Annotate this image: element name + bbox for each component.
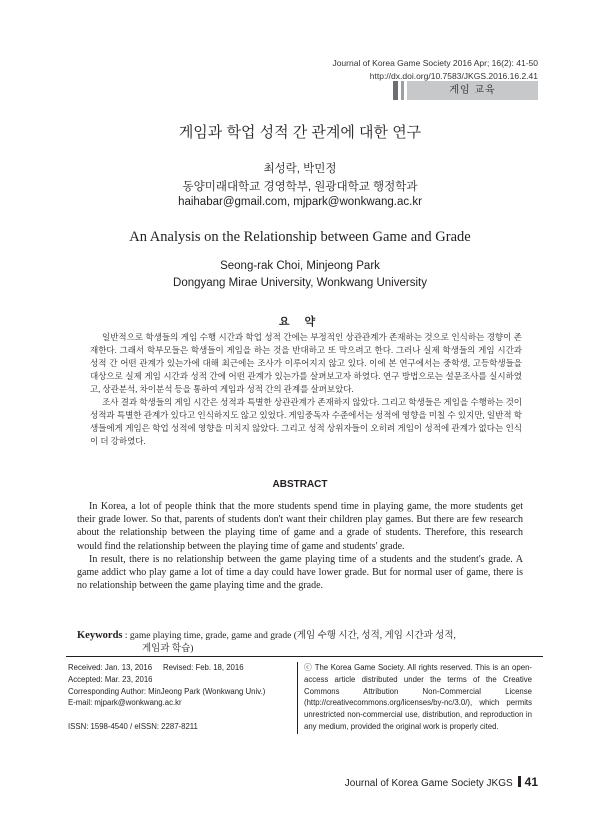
banner-stripe-dark <box>393 81 398 100</box>
affiliations-english: Dongyang Mirae University, Wonkwang University <box>173 277 427 289</box>
affiliations-korean: 동양미래대학교 경영학부, 원광대학교 행정학과 <box>182 181 418 193</box>
page-number: 41 <box>524 775 538 789</box>
keywords-label: Keywords <box>77 630 123 641</box>
english-abstract-paragraph-1: In Korea, a lot of people think that the more students spend time in playing game, the more students get their grade lower. So that, parents of students don't want their children play games. But there are few research about the relationship between the playing time of game and a grade of students. Therefore, this research would find the relationship between the playing time of game and students' grade. <box>77 501 523 552</box>
korean-abstract-paragraph-2: 조사 결과 학생들의 게임 시간은 성적과 특별한 상관관계가 존재하지 않았다. 그리고 학생들은 게임을 수행하는 것이 성적과 특별한 관계가 있다고 인식하지도 않고 있었다. 게임중독자 수준에서는 성적에 영향을 미칠 수 있지만, 일반적 학생들에게 게임은 학업 성적에 영향을 미치지 않았다. 그리고 성적 상위자들이 오히려 게임이 성적에 관계가 없다는 인식이 더 강하였다. <box>90 397 522 446</box>
doi-link[interactable]: http://dx.doi.org/10.7583/JKGS.2016.16.2.41 <box>369 71 538 81</box>
authors-english: Seong-rak Choi, Minjeong Park <box>220 260 380 272</box>
corresponding-author: Corresponding Author: MinJeong Park (Wonkwang Univ.) <box>68 686 266 696</box>
page-footer <box>345 775 538 789</box>
authors-korean: 최성락, 박민정 <box>263 163 337 175</box>
article-history <box>68 662 293 733</box>
license-notice: ⓒ The Korea Game Society. All rights reserved. This is an open-access article distributed under the terms of the Creative Commons Attribution Non-Commercial License (http://creativecommons.org/licenses/by-nc/3.0/), which permits unrestricted non-commercial use, distribution, and reproduction in any medium, provided the original work is properly cited. <box>304 663 532 731</box>
journal-citation: Journal of Korea Game Society 2016 Apr; 16(2): 41-50 <box>332 58 538 68</box>
revised-date: Revised: Feb. 18, 2016 <box>162 663 244 672</box>
paper-title-korean: 게임과 학업 성적 간 관계에 대한 연구 <box>178 124 422 141</box>
keywords-list: : game playing time, grade, game and grade (게임 수행 시간, 성적, 게임 시간과 성적, <box>124 631 456 641</box>
keywords-block <box>77 629 523 656</box>
author-emails: haihabar@gmail.com, mjpark@wonkwang.ac.kr <box>178 196 422 208</box>
keywords-list-continued: 게임과 학습) <box>142 644 194 654</box>
footnote-column-divider <box>297 662 298 734</box>
korean-abstract-heading: 요 약 <box>278 316 322 328</box>
issn: ISSN: 1598-4540 / eISSN: 2287-8211 <box>68 722 198 732</box>
category-banner <box>393 81 538 100</box>
footer-separator <box>518 776 521 787</box>
banner-stripe-mid <box>401 81 404 100</box>
received-date: Received: Jan. 13, 2016 <box>68 663 153 672</box>
korean-abstract <box>90 331 522 448</box>
korean-abstract-paragraph-1: 일반적으로 학생들의 게임 수행 시간과 학업 성적 간에는 부정적인 상관관계가 존재하는 것으로 인식하는 경향이 존재한다. 그래서 학부모들은 학생들이 게임을 하는 것을 반대하고 또 막으려고 한다. 그러나 실제 학생들의 게임 시간과 성적 간 어떤 관계가 있는가에 대해 최근에는 조사가 이루어지지 않고 있다. 이에 본 연구에서는 중학생, 고등학생들을 대상으로 실제 게임 시간과 성적 간에 어떤 관계가 있는가를 살펴보고자 하였다. 연구 방법으로는 설문조사를 실시하였고, 상관분석, 차이분석 등을 통하여 게임과 성적 간의 관계를 살펴보았다. <box>90 332 522 394</box>
category-label: 게임 교육 <box>449 85 496 96</box>
accepted-date: Accepted: Mar. 23, 2016 <box>68 674 153 684</box>
english-abstract <box>77 500 523 592</box>
english-abstract-heading: ABSTRACT <box>272 479 328 490</box>
corresponding-email: E-mail: mjpark@wonkwang.ac.kr <box>68 698 182 708</box>
english-abstract-paragraph-2: In result, there is no relationship between the game playing time of a students and the student's grade. A game addict who play game a lot of time a day could have lower grade. But for normal user of game, there is no relationship between the game playing time and the grade. <box>77 553 523 592</box>
footnote-divider <box>66 656 543 657</box>
footer-journal-name: Journal of Korea Game Society JKGS <box>344 778 513 789</box>
paper-title-english: An Analysis on the Relationship between Game and Grade <box>129 229 471 245</box>
